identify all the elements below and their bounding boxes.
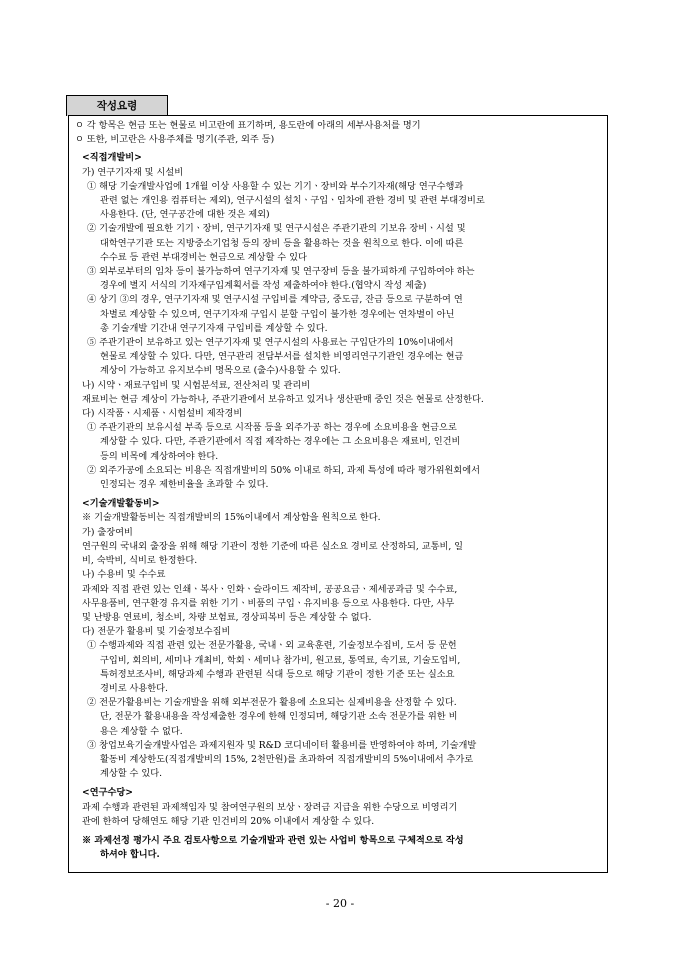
guideline-line: 사용한다. (단, 연구공간에 대한 것은 제외) bbox=[100, 209, 270, 221]
guideline-line: 과제 수행과 관련된 과제책임자 및 참여연구원의 보상ㆍ장려금 지급을 위한 수당으로 비영리기 bbox=[82, 801, 458, 813]
guideline-line: ㅇ 각 항목은 현금 또는 현물로 비고란에 표기하며, 용도란에 아래의 세부사용처를 명기 bbox=[75, 120, 421, 131]
guideline-line: 용은 계상할 수 없다. bbox=[100, 725, 183, 737]
guideline-line: 관련 없는 개인용 컴퓨터는 제외), 연구시설의 설치ㆍ구입ㆍ임차에 관한 경비 및 관련 부대경비로 bbox=[100, 195, 485, 207]
guideline-line: 연구원의 국내외 출장을 위해 해당 기관이 정한 기준에 따른 실소요 경비로 산정하되, 교통비, 일 bbox=[82, 540, 464, 552]
guideline-line: 계상할 수 있다. bbox=[100, 768, 163, 780]
guideline-line: ① 해당 기술개발사업에 1개월 이상 사용할 수 있는 기기ㆍ장비와 부수기자재(해당 연구수행과 bbox=[87, 180, 464, 192]
footnote-text: ※ 과제선정 평가시 주요 검토사항으로 기술개발과 관련 있는 사업비 항목으로 구체적으로 작성 bbox=[82, 834, 464, 846]
guideline-line: 등의 비목에 계상하여야 한다. bbox=[100, 450, 219, 462]
guideline-box bbox=[68, 115, 608, 873]
guideline-line: 구입비, 회의비, 세미나 개최비, 학회ㆍ세미나 참가비, 원고료, 통역료, 속기료, 기술도입비, bbox=[100, 654, 461, 666]
guideline-line: 비, 숙박비, 식비로 한정한다. bbox=[82, 555, 198, 567]
guideline-line: 가) 연구기자재 및 시설비 bbox=[82, 166, 184, 178]
guideline-line: 계상이 가능하고 유지보수비 명목으로 (출수)사용할 수 있다. bbox=[100, 365, 341, 377]
guideline-line: 인정되는 경우 제한비율을 초과할 수 있다. bbox=[100, 479, 269, 491]
section-heading: <기술개발활동비> bbox=[82, 498, 160, 510]
guideline-line: ② 기술개발에 필요한 기기ㆍ장비, 연구기자재 및 연구시설은 주관기관의 기보유 장비ㆍ시설 및 bbox=[87, 223, 466, 235]
guideline-line: ㅇ 또한, 비고란은 사용주체를 명기(주관, 외주 등) bbox=[75, 134, 275, 146]
guideline-line: 재료비는 현금 계상이 가능하나, 주관기관에서 보유하고 있거나 생산판매 중인 것은 현물로 산정한다. bbox=[82, 393, 484, 405]
section-title-tab: 작성요령 bbox=[66, 95, 168, 116]
guideline-line: ① 수행과제와 직접 관련 있는 전문가활용, 국내ㆍ외 교육훈련, 기술정보수집비, 도서 등 문헌 bbox=[87, 640, 457, 652]
guideline-line: ① 주관기관의 보유시설 부족 등으로 시작품 등을 외주가공 하는 경우에 소요비용을 현금으로 bbox=[87, 422, 457, 434]
guideline-line: 및 난방용 연료비, 청소비, 차량 보험료, 경상피복비 등은 계상할 수 없다. bbox=[82, 611, 372, 623]
guideline-line: 대학연구기관 또는 지방중소기업청 등의 장비 등을 활용하는 것을 원칙으로 한다. 이에 따른 bbox=[100, 237, 464, 249]
guideline-line: 현물로 계상할 수 있다. 다만, 연구관리 전담부서를 설치한 비영리연구기관인 경우에는 현금 bbox=[100, 351, 464, 363]
guideline-line: ② 전문가활용비는 기술개발을 위해 외부전문가 활용에 소요되는 실제비용을 산정할 수 있다. bbox=[87, 697, 457, 709]
guideline-line: ⑤ 주관기관이 보유하고 있는 연구기자재 및 연구시설의 사용료는 구입단가의 10%이내에서 bbox=[87, 337, 454, 349]
guideline-line: 가) 출장여비 bbox=[82, 526, 133, 538]
guideline-line: 차별로 계상할 수 있으며, 연구기자재 구입시 분할 구입이 불가한 경우에는 연차별이 아닌 bbox=[100, 308, 455, 320]
guideline-line: ② 외주가공에 소요되는 비용은 직접개발비의 50% 이내로 하되, 과제 특성에 따라 평가위원회에서 bbox=[87, 464, 481, 476]
guideline-line: 활동비 계상한도(직접개발비의 15%, 2천만원)를 초과하여 직접개발비의 5%이내에서 추가로 bbox=[100, 753, 474, 765]
guideline-line: ③ 창업보육기술개발사업은 과제지원자 및 R&D 코디네이터 활용비를 반영하여야 하며, 기술개발 bbox=[87, 739, 477, 751]
guideline-line: 다) 전문가 활용비 및 기술정보수집비 bbox=[82, 626, 231, 638]
guideline-line: 경우에 별지 서식의 기자재구입계획서를 작성 제출하여야 한다.(협약시 작성 제출) bbox=[100, 280, 427, 292]
page-number: - 20 - bbox=[325, 897, 355, 910]
guideline-line: 관에 한하여 당해연도 해당 기관 인건비의 20% 이내에서 계상할 수 있다. bbox=[82, 815, 375, 827]
guideline-line: 단, 전문가 활용내용을 작성제출한 경우에 한해 인정되며, 해당기관 소속 전문가를 위한 비 bbox=[100, 711, 458, 723]
guideline-line: 계상할 수 있다. 다만, 주관기관에서 직접 제작하는 경우에는 그 소요비용은 재료비, 인건비 bbox=[100, 436, 461, 448]
guideline-line: 총 기술개발 기간내 연구기자재 구입비를 계상할 수 있다. bbox=[100, 322, 328, 334]
section-heading: <직접개발비> bbox=[82, 152, 142, 164]
guideline-line: 특허정보조사비, 해당과제 수행과 관련된 식대 등으로 해당 기관이 정한 기준 또는 실소요 bbox=[100, 668, 455, 680]
guideline-line: 다) 시작품ㆍ시제품ㆍ시험설비 제작경비 bbox=[82, 408, 243, 420]
guideline-line: ④ 상기 ③의 경우, 연구기자재 및 연구시설 구입비를 계약금, 중도금, 잔금 등으로 구분하여 연 bbox=[87, 294, 463, 306]
footnote-text: 하셔야 합니다. bbox=[100, 849, 160, 861]
section-heading: <연구수당> bbox=[82, 787, 133, 799]
guideline-line: ※ 기술개발활동비는 직접개발비의 15%이내에서 계상함을 원칙으로 한다. bbox=[82, 512, 381, 524]
guideline-line: 수수료 등 관련 부대경비는 현금으로 계상할 수 있다 bbox=[100, 251, 307, 263]
guideline-line: 과제와 직접 관련 있는 인쇄ㆍ복사ㆍ인화ㆍ슬라이드 제작비, 공공요금ㆍ제세공과금 및 수수료, bbox=[82, 583, 458, 595]
guideline-line: ③ 외부로부터의 임차 등이 불가능하여 연구기자재 및 연구장비 등을 불가피하게 구입하여야 하는 bbox=[87, 266, 475, 278]
guideline-line: 경비로 사용한다. bbox=[100, 682, 168, 694]
guideline-line: 사무용품비, 연구환경 유지를 위한 기기ㆍ비품의 구입ㆍ유지비용 등으로 사용한다. 다만, 사무 bbox=[82, 597, 455, 609]
guideline-line: 나) 시약ㆍ재료구입비 및 시험분석료, 전산처리 및 관리비 bbox=[82, 379, 311, 391]
guideline-line: 나) 수용비 및 수수료 bbox=[82, 569, 166, 581]
